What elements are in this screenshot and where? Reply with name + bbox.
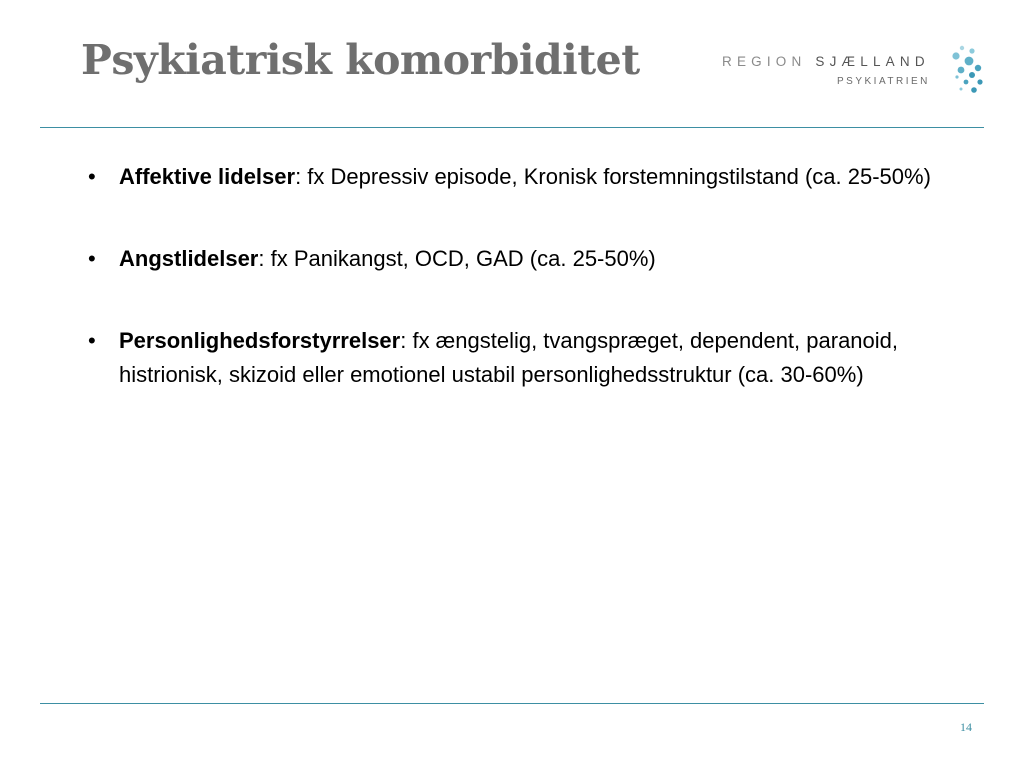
bullet-text: : fx Panikangst, OCD, GAD (ca. 25-50%)	[258, 246, 656, 271]
list-item	[88, 160, 978, 194]
list-item	[88, 242, 978, 276]
bullet-text: : fx ængstelig, tvangspræget, dependent, paranoid, histrionisk, skizoid eller emotionel ustabil personlighedsstruktur (ca. 30-60%)	[119, 328, 899, 387]
logo-subtitle: PSYKIATRIEN	[837, 76, 930, 87]
logo-region-text: REGION	[722, 54, 816, 69]
bullet-term: Angstlidelser	[119, 246, 259, 271]
header-divider	[40, 127, 984, 128]
bullet-marker: •	[88, 246, 96, 271]
logo-wordmark	[722, 54, 930, 69]
bullet-text: : fx Depressiv episode, Kronisk forstemningstilstand (ca. 25-50%)	[295, 164, 931, 189]
page-number: 14	[960, 720, 972, 734]
logo-sjaelland-text: SJÆLLAND	[815, 54, 930, 69]
slide-title: Psykiatrisk komorbiditet	[81, 36, 640, 84]
bullet-list	[88, 160, 978, 440]
footer-divider	[40, 703, 984, 704]
region-sjaelland-logo	[722, 44, 984, 96]
logo-dots-icon	[944, 44, 984, 96]
bullet-marker: •	[88, 164, 96, 189]
bullet-term: Affektive lidelser	[119, 164, 296, 189]
bullet-term: Personlighedsforstyrrelser	[119, 328, 401, 353]
list-item	[88, 324, 978, 392]
bullet-marker: •	[88, 328, 96, 353]
